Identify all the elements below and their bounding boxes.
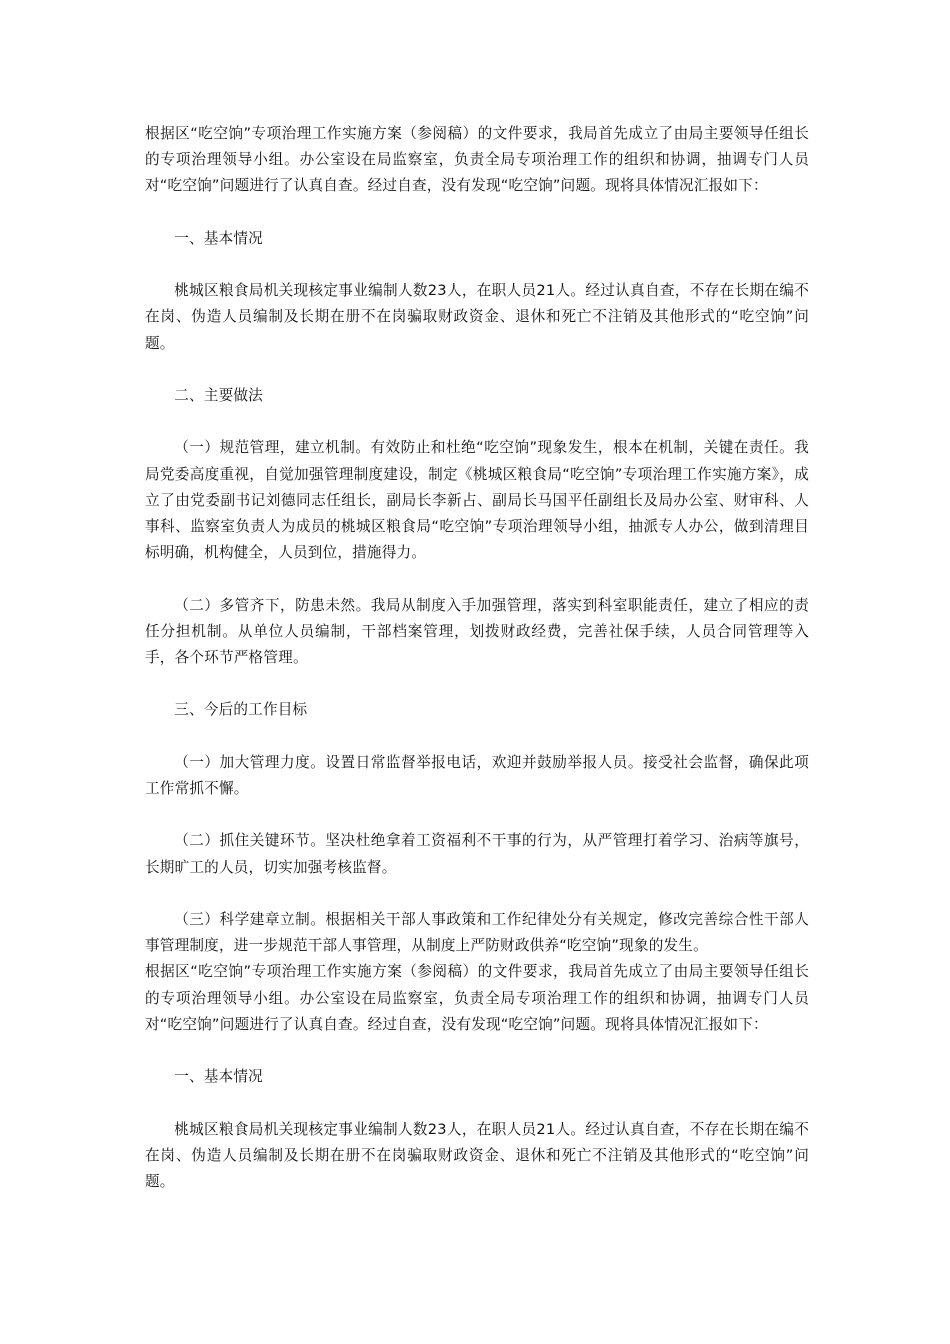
spacer (145, 671, 809, 697)
practice-paragraph-1: （一）规范管理，建立机制。有效防止和杜绝“吃空饷”现象发生，根本在机制，关键在责任。我局党委高度重视，自觉加强管理制度建设，制定《桃城区粮食局“吃空饷”专项治理工作实施方案》，成立了由党委副书记刘德同志任组长，副局长李新占、副局长马国平任副组长及局办公室、财审科、人事科、监察室负责人为成员的桃城区粮食局“吃空饷”专项治理领导小组，抽派专人办公，做到清理目标明确，机构健全，人员到位，措施得力。 (145, 439, 809, 562)
spacer (145, 409, 809, 435)
section-heading-basic-situation: 一、基本情况 (174, 229, 263, 247)
basic-situation-paragraph: 桃城区粮食局机关现核定事业编制人数23人，在职人员21人。经过认真自查，不存在长期在编不在岗、伪造人员编制及长期在册不在岗骗取财政资金、退休和死亡不注销及其他形式的“吃空饷”问题。 (145, 282, 809, 352)
spacer (145, 252, 809, 278)
spacer (145, 1038, 809, 1064)
goal-paragraph-3: （三）科学建章立制。根据相关干部人事政策和工作纪律处分有关规定，修改完善综合性干部人事管理制度，进一步规范干部人事管理，从制度上严防财政供养“吃空饷”现象的发生。 (145, 910, 809, 955)
goal-paragraph-2: （二）抓住关键环节。坚决杜绝拿着工资福利不干事的行为，从严管理打着学习、治病等旗号，长期旷工的人员，切实加强考核监督。 (145, 832, 809, 876)
section-heading-basic-situation-repeat: 一、基本情况 (174, 1068, 263, 1086)
intro-paragraph-repeat: 根据区“吃空饷”专项治理工作实施方案（参阅稿）的文件要求，我局首先成立了由局主要领导任组长的专项治理领导小组。办公室设在局监察室，负责全局专项治理工作的组织和协调，抽调专门人员对“吃空饷”问题进行了认真自查。经过自查，没有发现“吃空饷”问题。现将具体情况汇报如下： (145, 963, 809, 1033)
practice-paragraph-2: （二）多管齐下，防患未然。我局从制度入手加强管理，落实到科室职能责任，建立了相应的责任分担机制。从单位人员编制，干部档案管理，划拨财政经费，完善社保手续，人员合同管理等入手，各个环节严格管理。 (145, 596, 809, 666)
spacer (145, 200, 809, 226)
spacer (145, 566, 809, 592)
section-heading-future-goals: 三、今后的工作目标 (174, 701, 308, 719)
section-heading-main-practices: 二、主要做法 (174, 386, 263, 404)
spacer (145, 1090, 809, 1116)
spacer (145, 802, 809, 828)
goal-paragraph-1: （一）加大管理力度。设置日常监督举报电话，欢迎并鼓励举报人员。接受社会监督，确保此项工作常抓不懈。 (145, 753, 809, 797)
document-body (145, 121, 809, 1195)
intro-paragraph: 根据区“吃空饷”专项治理工作实施方案（参阅稿）的文件要求，我局首先成立了由局主要领导任组长的专项治理领导小组。办公室设在局监察室，负责全局专项治理工作的组织和协调，抽调专门人员对“吃空饷”问题进行了认真自查。经过自查，没有发现“吃空饷”问题。现将具体情况汇报如下： (145, 125, 809, 195)
basic-situation-paragraph-repeat: 桃城区粮食局机关现核定事业编制人数23人，在职人员21人。经过认真自查，不存在长期在编不在岗、伪造人员编制及长期在册不在岗骗取财政资金、退休和死亡不注销及其他形式的“吃空饷”问题。 (145, 1120, 809, 1190)
spacer (145, 724, 809, 750)
spacer (145, 881, 809, 907)
spacer (145, 357, 809, 383)
